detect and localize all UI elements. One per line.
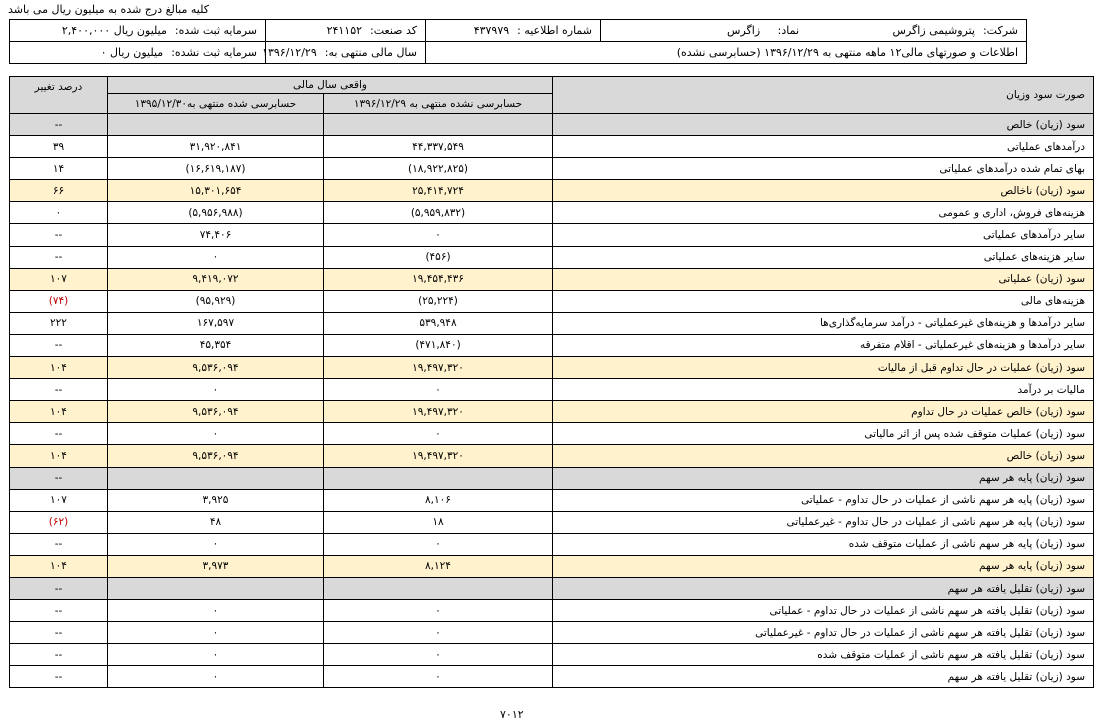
table-row (10, 202, 1094, 224)
change-header: درصد تغییر (10, 77, 108, 114)
prior-value: ۹,۵۳۶,۰۹۴ (108, 357, 324, 379)
change-value: ۱۰۴ (10, 445, 108, 467)
change-value: -- (10, 246, 108, 268)
change-value: ۰ (10, 202, 108, 224)
table-row (10, 511, 1094, 533)
prior-value: ۰ (108, 644, 324, 666)
current-value: ۸,۱۰۶ (324, 489, 553, 511)
prior-value: ۰ (108, 666, 324, 688)
row-label: سود (زیان) تقلیل یافته هر سهم ناشی از عملیات متوقف شده (553, 644, 1094, 666)
company-name: پتروشیمی زاگرس (892, 24, 975, 37)
table-row (10, 423, 1094, 445)
row-label: سود (زیان) پایه هر سهم ناشی از عملیات در حال تداوم - غیرعملیاتی (553, 511, 1094, 533)
prior-value (108, 577, 324, 599)
change-value: ۱۰۷ (10, 268, 108, 290)
row-label: سایر درآمدها و هزینه‌های غیرعملیاتی - درآمد سرمایه‌گذاری‌ها (553, 312, 1094, 334)
current-value: ۰ (324, 622, 553, 644)
current-value: ۰ (324, 533, 553, 555)
prior-value: ۱۵,۳۰۱,۶۵۴ (108, 180, 324, 202)
prior-value: ۳,۹۷۳ (108, 555, 324, 577)
row-label: سود (زیان) پایه هر سهم ناشی از عملیات در حال تداوم - عملیاتی (553, 489, 1094, 511)
current-value: ۴۴,۳۳۷,۵۴۹ (324, 136, 553, 158)
current-value (324, 467, 553, 489)
statement-desc: اطلاعات و صورتهای مالی۱۲ ماهه منتهی به ۱۳۹۶/۱۲/۲۹ (حسابرسی نشده) (426, 42, 1027, 64)
table-row (10, 600, 1094, 622)
notice-number: ۴۳۷۹۷۹ (473, 24, 510, 37)
prior-value: ۱۶۷,۵۹۷ (108, 312, 324, 334)
header-row-1 (10, 20, 1027, 42)
current-value: ۱۹,۴۹۷,۳۲۰ (324, 445, 553, 467)
current-period-header: حسابرسی نشده منتهی به ۱۳۹۶/۱۲/۲۹ (324, 94, 553, 114)
industry-label: کد صنعت: (370, 24, 417, 37)
change-value: -- (10, 423, 108, 445)
company-cell (601, 20, 1027, 42)
change-value: ۶۶ (10, 180, 108, 202)
table-row (10, 666, 1094, 688)
prior-value: ۹,۵۳۶,۰۹۴ (108, 445, 324, 467)
notice-cell (426, 20, 601, 42)
prior-value: ۳۱,۹۲۰,۸۴۱ (108, 136, 324, 158)
change-value: -- (10, 334, 108, 356)
current-value: (۵,۹۵۹,۸۳۲) (324, 202, 553, 224)
company-label: شرکت: (982, 24, 1018, 37)
table-row (10, 622, 1094, 644)
table-row (10, 312, 1094, 334)
unreg-capital-label: سرمایه ثبت نشده: (171, 46, 257, 59)
current-value: ۰ (324, 666, 553, 688)
change-value: -- (10, 379, 108, 401)
table-row (10, 334, 1094, 356)
row-label: سایر هزینه‌های عملیاتی (553, 246, 1094, 268)
prior-value: ۳,۹۲۵ (108, 489, 324, 511)
row-label: سایر درآمدها و هزینه‌های غیرعملیاتی - اقلام متفرقه (553, 334, 1094, 356)
table-row (10, 555, 1094, 577)
table-row (10, 114, 1094, 136)
change-value: -- (10, 467, 108, 489)
change-value: -- (10, 533, 108, 555)
current-value: ۸,۱۲۴ (324, 555, 553, 577)
row-label: سود (زیان) عملیات متوقف شده پس از اثر مالیاتی (553, 423, 1094, 445)
prior-value: ۹,۵۳۶,۰۹۴ (108, 401, 324, 423)
reg-capital-value: ۲,۴۰۰,۰۰۰ میلیون ریال (61, 24, 167, 37)
current-value: ۵۳۹,۹۴۸ (324, 312, 553, 334)
row-label: سایر درآمدهای عملیاتی (553, 224, 1094, 246)
row-label: سود (زیان) خالص عملیات در حال تداوم (553, 401, 1094, 423)
table-row (10, 224, 1094, 246)
current-value: (۴۵۶) (324, 246, 553, 268)
prior-value: (۵,۹۵۶,۹۸۸) (108, 202, 324, 224)
table-row (10, 577, 1094, 599)
change-value: ۱۰۴ (10, 555, 108, 577)
fy-end-cell (262, 42, 426, 64)
change-value: ۱۰۴ (10, 357, 108, 379)
page-number: ۷۰۱۲ (500, 708, 524, 721)
prior-value: ۴۵,۳۵۴ (108, 334, 324, 356)
prior-value: ۰ (108, 379, 324, 401)
row-label: سود (زیان) ناخالص (553, 180, 1094, 202)
row-label: سود (زیان) پایه هر سهم (553, 467, 1094, 489)
reg-capital-label: سرمایه ثبت شده: (174, 24, 257, 37)
symbol-value: زاگرس (727, 24, 761, 37)
prior-value: ۰ (108, 600, 324, 622)
change-value: (۶۲) (10, 511, 108, 533)
change-value: -- (10, 577, 108, 599)
change-value: -- (10, 600, 108, 622)
current-value (324, 577, 553, 599)
change-value: -- (10, 224, 108, 246)
row-label: هزینه‌های فروش، اداری و عمومی (553, 202, 1094, 224)
current-value (324, 114, 553, 136)
change-value: -- (10, 666, 108, 688)
industry-cell (266, 20, 426, 42)
change-value: ۱۰۷ (10, 489, 108, 511)
row-label: سود (زیان) تقلیل یافته هر سهم ناشی از عملیات در حال تداوم - عملیاتی (553, 600, 1094, 622)
header-row-2 (10, 42, 1027, 64)
fy-end-label: سال مالی منتهی به: (324, 46, 417, 59)
current-value: ۱۹,۴۹۷,۳۲۰ (324, 401, 553, 423)
change-value: -- (10, 114, 108, 136)
industry-code: ۲۴۱۱۵۲ (326, 24, 363, 37)
statement-title: صورت سود وزیان (553, 77, 1094, 114)
row-label: مالیات بر درآمد (553, 379, 1094, 401)
table-row (10, 180, 1094, 202)
change-value: -- (10, 622, 108, 644)
table-header-row (10, 77, 1094, 94)
table-row (10, 467, 1094, 489)
prior-value (108, 114, 324, 136)
table-row (10, 489, 1094, 511)
table-row (10, 533, 1094, 555)
table-row (10, 401, 1094, 423)
prior-value: ۴۸ (108, 511, 324, 533)
prior-value: ۰ (108, 423, 324, 445)
notice-label: شماره اطلاعیه : (517, 24, 592, 37)
row-label: هزینه‌های مالی (553, 290, 1094, 312)
current-value: ۰ (324, 600, 553, 622)
current-value: ۲۵,۴۱۴,۷۲۴ (324, 180, 553, 202)
unreg-capital-value: ۰ میلیون ریال (100, 46, 164, 59)
table-row (10, 136, 1094, 158)
table-row (10, 644, 1094, 666)
table-row (10, 268, 1094, 290)
change-value: ۱۰۴ (10, 401, 108, 423)
change-value: -- (10, 644, 108, 666)
row-label: سود (زیان) تقلیل یافته هر سهم (553, 666, 1094, 688)
row-label: سود (زیان) خالص (553, 114, 1094, 136)
row-label: درآمدهای عملیاتی (553, 136, 1094, 158)
row-label: سود (زیان) عملیات در حال تداوم قبل از مالیات (553, 357, 1094, 379)
current-value: (۱۸,۹۲۲,۸۲۵) (324, 158, 553, 180)
table-row (10, 357, 1094, 379)
fy-end-value: ۱۳۹۶/۱۲/۲۹ (262, 46, 317, 59)
prior-value: ۰ (108, 533, 324, 555)
table-row (10, 290, 1094, 312)
current-value: (۲۵,۲۲۴) (324, 290, 553, 312)
change-value: ۳۹ (10, 136, 108, 158)
row-label: سود (زیان) عملیاتی (553, 268, 1094, 290)
symbol-label: نماد: (777, 24, 800, 37)
current-value: ۰ (324, 423, 553, 445)
table-row (10, 246, 1094, 268)
current-value: ۰ (324, 644, 553, 666)
current-value: ۰ (324, 224, 553, 246)
prior-value: (۱۶,۶۱۹,۱۸۷) (108, 158, 324, 180)
income-statement-table (9, 76, 1094, 688)
row-label: سود (زیان) تقلیل یافته هر سهم ناشی از عملیات در حال تداوم - غیرعملیاتی (553, 622, 1094, 644)
row-label: سود (زیان) پایه هر سهم (553, 555, 1094, 577)
current-value: ۱۸ (324, 511, 553, 533)
reg-capital-cell (10, 20, 266, 42)
prior-value: ۷۴,۴۰۶ (108, 224, 324, 246)
change-value: ۱۴ (10, 158, 108, 180)
prior-value: (۹۵,۹۲۹) (108, 290, 324, 312)
current-value: ۱۹,۴۹۷,۳۲۰ (324, 357, 553, 379)
amounts-unit-note: کلیه مبالغ درج شده به میلیون ریال می باشد (8, 3, 209, 16)
row-label: بهای تمام شده درآمدهای عملیاتی (553, 158, 1094, 180)
unreg-capital-cell (10, 42, 266, 64)
prior-period-header: حسابرسی شده منتهی به۱۳۹۵/۱۲/۳۰ (108, 94, 324, 114)
row-label: سود (زیان) خالص (553, 445, 1094, 467)
change-value: ۲۲۲ (10, 312, 108, 334)
table-row (10, 445, 1094, 467)
row-label: سود (زیان) پایه هر سهم ناشی از عملیات متوقف شده (553, 533, 1094, 555)
row-label: سود (زیان) تقلیل یافته هر سهم (553, 577, 1094, 599)
current-value: ۰ (324, 379, 553, 401)
group-header: واقعی سال مالی (108, 77, 553, 94)
prior-value: ۹,۴۱۹,۰۷۲ (108, 268, 324, 290)
prior-value: ۰ (108, 622, 324, 644)
table-row (10, 158, 1094, 180)
report-header (9, 19, 1027, 64)
table-row (10, 379, 1094, 401)
prior-value (108, 467, 324, 489)
change-value: (۷۴) (10, 290, 108, 312)
current-value: (۴۷۱,۸۴۰) (324, 334, 553, 356)
current-value: ۱۹,۴۵۴,۴۳۶ (324, 268, 553, 290)
prior-value: ۰ (108, 246, 324, 268)
